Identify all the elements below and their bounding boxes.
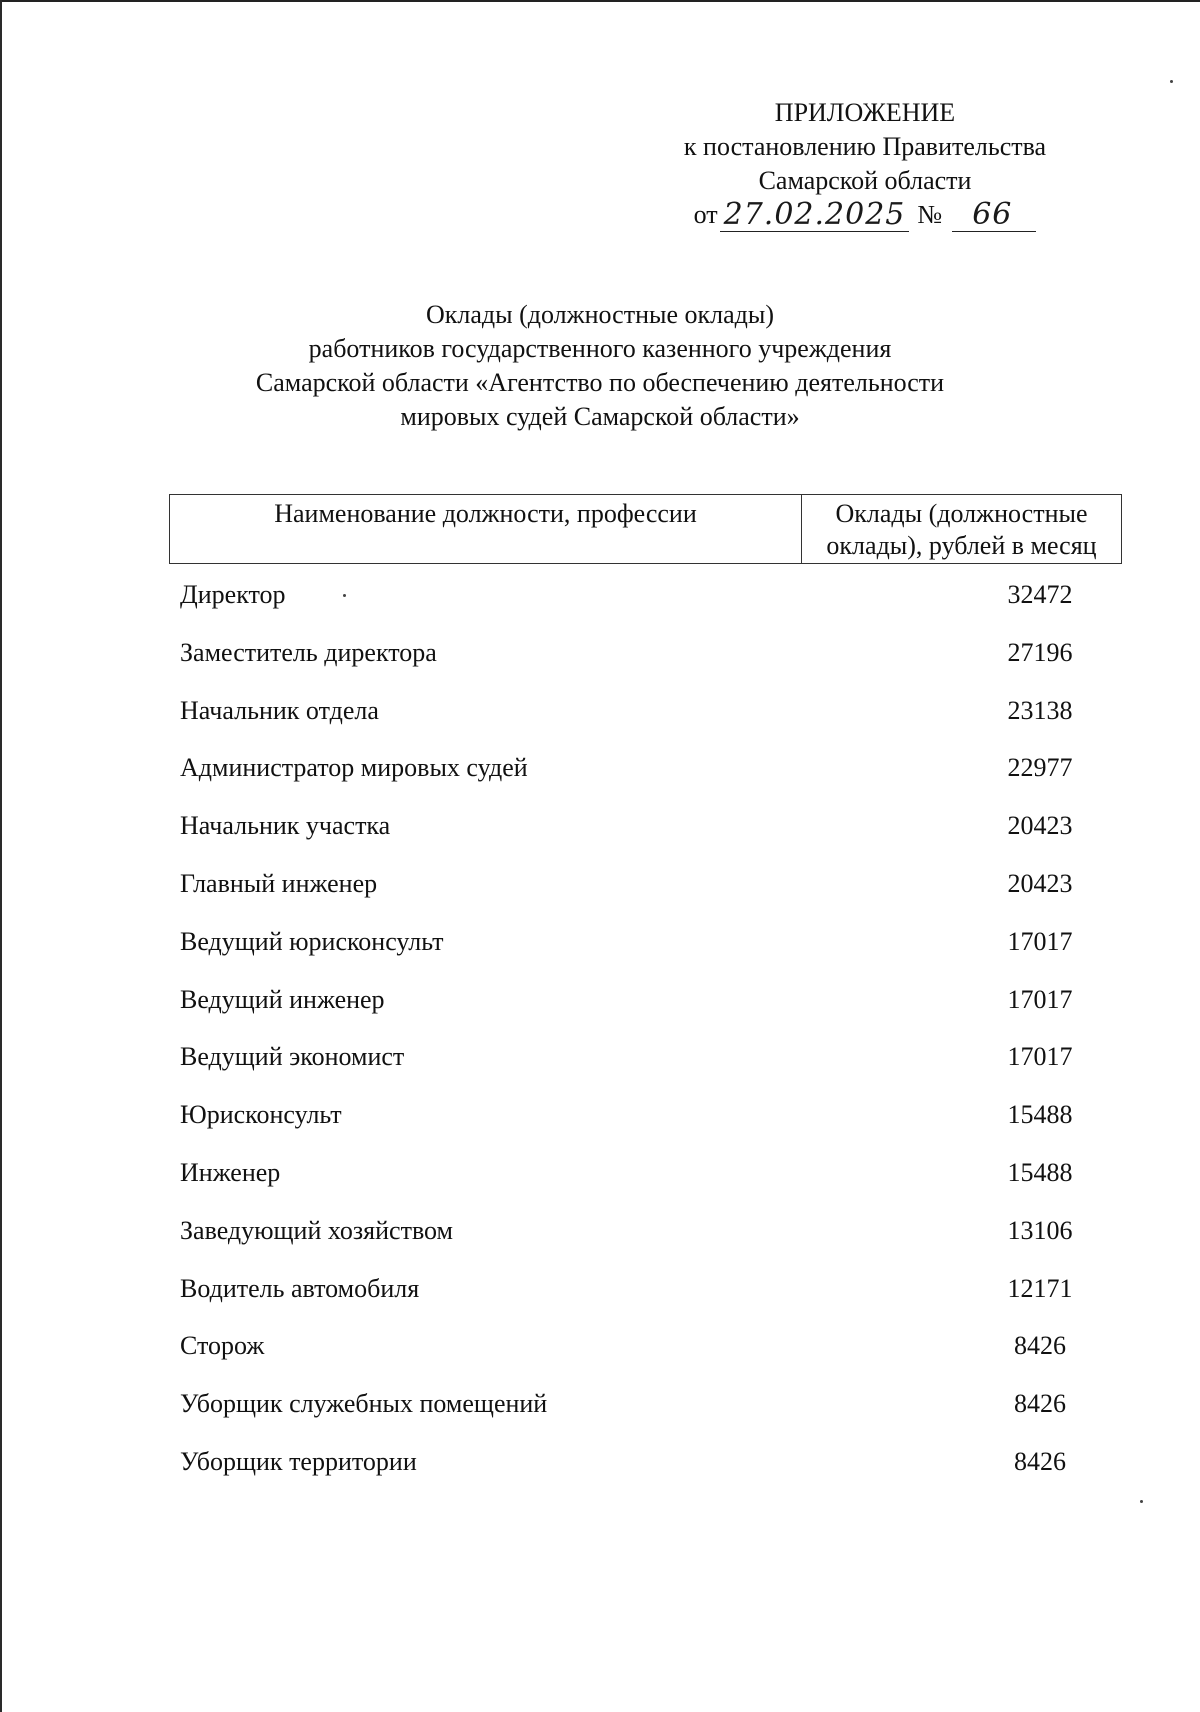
table-row bbox=[180, 1214, 1120, 1272]
number-sign: № bbox=[917, 200, 943, 229]
table-row bbox=[180, 809, 1120, 867]
position-name: Юрисконсульт bbox=[180, 1100, 342, 1130]
position-name: Ведущий инженер bbox=[180, 984, 385, 1014]
scan-top-edge bbox=[0, 0, 1200, 2]
table-row bbox=[180, 1445, 1120, 1503]
position-name: Заместитель директора bbox=[180, 637, 437, 667]
title-line-3: Самарской области «Агентство по обеспечению деятельности bbox=[255, 368, 945, 397]
salary-value: 13106 bbox=[1007, 1215, 1073, 1245]
scan-speck bbox=[1140, 1500, 1143, 1503]
table-row bbox=[180, 983, 1120, 1041]
appendix-line-2: Самарской области bbox=[758, 166, 972, 195]
appendix-date-line bbox=[640, 198, 1090, 232]
appendix-block bbox=[640, 96, 1090, 232]
scan-speck bbox=[1170, 80, 1173, 83]
salary-value: 8426 bbox=[1014, 1331, 1066, 1361]
table-row bbox=[180, 1329, 1120, 1387]
salary-value: 22977 bbox=[1007, 753, 1073, 783]
salary-value: 32472 bbox=[1007, 580, 1073, 609]
position-name: Водитель автомобиля bbox=[180, 1273, 420, 1303]
position-name: Начальник отдела bbox=[180, 695, 379, 725]
table-row bbox=[180, 578, 1120, 636]
salary-value: 15488 bbox=[1007, 1157, 1073, 1187]
handwritten-number: 66 bbox=[952, 199, 1036, 232]
table-row bbox=[180, 636, 1120, 694]
table-row bbox=[180, 751, 1120, 809]
scan-left-edge bbox=[0, 0, 2, 1712]
position-name: Директор bbox=[180, 580, 286, 609]
title-line-2: работников государственного казенного учреждения bbox=[308, 334, 892, 363]
salary-value: 8426 bbox=[1014, 1446, 1066, 1476]
salary-value: 17017 bbox=[1007, 984, 1073, 1014]
position-name: Уборщик территории bbox=[180, 1446, 417, 1476]
table-row bbox=[180, 1098, 1120, 1156]
salary-value: 20423 bbox=[1007, 868, 1073, 898]
position-name: Уборщик служебных помещений bbox=[180, 1389, 548, 1419]
table-row bbox=[180, 1387, 1120, 1445]
salary-value: 17017 bbox=[1007, 1042, 1073, 1072]
salary-value: 27196 bbox=[1007, 637, 1073, 667]
document-title bbox=[180, 298, 1020, 434]
salary-value: 12171 bbox=[1007, 1273, 1073, 1303]
scan-speck bbox=[343, 594, 346, 597]
table-row bbox=[180, 1040, 1120, 1098]
salary-value: 23138 bbox=[1007, 695, 1073, 725]
header-salary bbox=[802, 495, 1121, 563]
position-name: Инженер bbox=[180, 1157, 281, 1187]
table-row bbox=[180, 1156, 1120, 1214]
position-name: Ведущий экономист bbox=[180, 1042, 405, 1072]
position-name: Заведующий хозяйством bbox=[180, 1215, 453, 1245]
appendix-heading: ПРИЛОЖЕНИЕ bbox=[774, 98, 956, 127]
position-name: Сторож bbox=[180, 1331, 265, 1361]
position-name: Начальник участка bbox=[180, 811, 391, 841]
salary-value: 20423 bbox=[1007, 811, 1073, 841]
title-line-1: Оклады (должностные оклады) bbox=[426, 300, 774, 329]
salary-table-body bbox=[180, 578, 1120, 1503]
table-header bbox=[169, 494, 1122, 564]
table-row bbox=[180, 867, 1120, 925]
handwritten-date: 27.02.2025 bbox=[720, 199, 910, 232]
table-row bbox=[180, 694, 1120, 752]
date-prefix: от bbox=[693, 200, 718, 229]
appendix-line-1: к постановлению Правительства bbox=[683, 132, 1047, 161]
salary-value: 8426 bbox=[1014, 1389, 1066, 1419]
title-line-4: мировых судей Самарской области» bbox=[400, 402, 800, 431]
salary-value: 15488 bbox=[1007, 1100, 1073, 1130]
position-name: Главный инженер bbox=[180, 868, 378, 898]
position-name: Ведущий юрисконсульт bbox=[180, 926, 444, 956]
header-salary-line-1: Оклады (должностные bbox=[835, 499, 1088, 528]
table-row bbox=[180, 1272, 1120, 1330]
header-position-name: Наименование должности, профессии bbox=[170, 495, 802, 563]
salary-value: 17017 bbox=[1007, 926, 1073, 956]
header-salary-line-2: оклады), рублей в месяц bbox=[826, 531, 1097, 560]
position-name: Администратор мировых судей bbox=[180, 753, 528, 783]
table-row bbox=[180, 925, 1120, 983]
